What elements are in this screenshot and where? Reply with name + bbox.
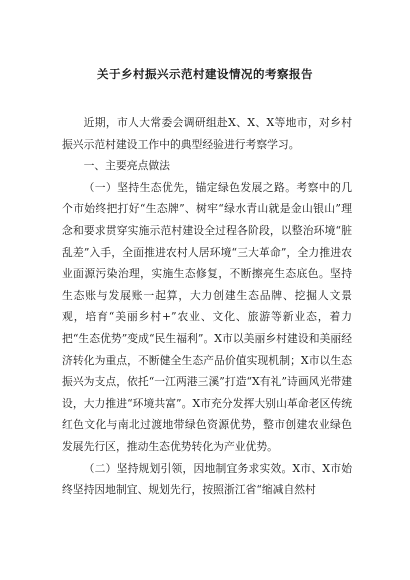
- paragraph-2: （二）坚持规划引领，因地制宜务求实效。X市、X市始终坚持因地制宜、规划先行，按照浙江省“缩减自然村: [62, 461, 352, 497]
- intro-paragraph: 近期，市人大常委会调研组赴X、X、X等地市，对乡村振兴示范村建设工作中的典型经验进行考察学习。: [62, 116, 352, 151]
- document-title: 关于乡村振兴示范村建设情况的考察报告: [97, 67, 313, 81]
- paragraph-1: （一）坚持生态优先，锚定绿色发展之路。考察中的几个市始终把打好“生态牌”、树牢“绿水青山就是金山银山”理念和要求贯穿实施示范村建设全过程各阶段，以整治环境“脏乱差”入手，全面推进农村人居环境“三大革命”，全力推进农业面源污染治理，实施生态修复，不断擦亮生态底色。坚持生态账与发展账一起算，大力创建生态品牌、挖掘人文景观，培育“美丽乡村+”农业、文化、旅游等新业态，着力把“生态优势”变成“民生福利”。X市以美丽乡村建设和美丽经济转化为重点，不断健全生态产品价值实现机制；X市以生态振兴为支点，依托“一江两港三溪”打造“X有礼”诗画风光带建设，大力推进“环境共富”。X市充分发挥大别山革命老区传统红色文化与南北过渡地带绿色资源优势，整市创建农业绿色发展先行区，推动生态优势转化为产业优势。: [62, 180, 352, 453]
- document-body: [62, 112, 352, 501]
- section-heading: 一、主要亮点做法: [83, 159, 170, 173]
